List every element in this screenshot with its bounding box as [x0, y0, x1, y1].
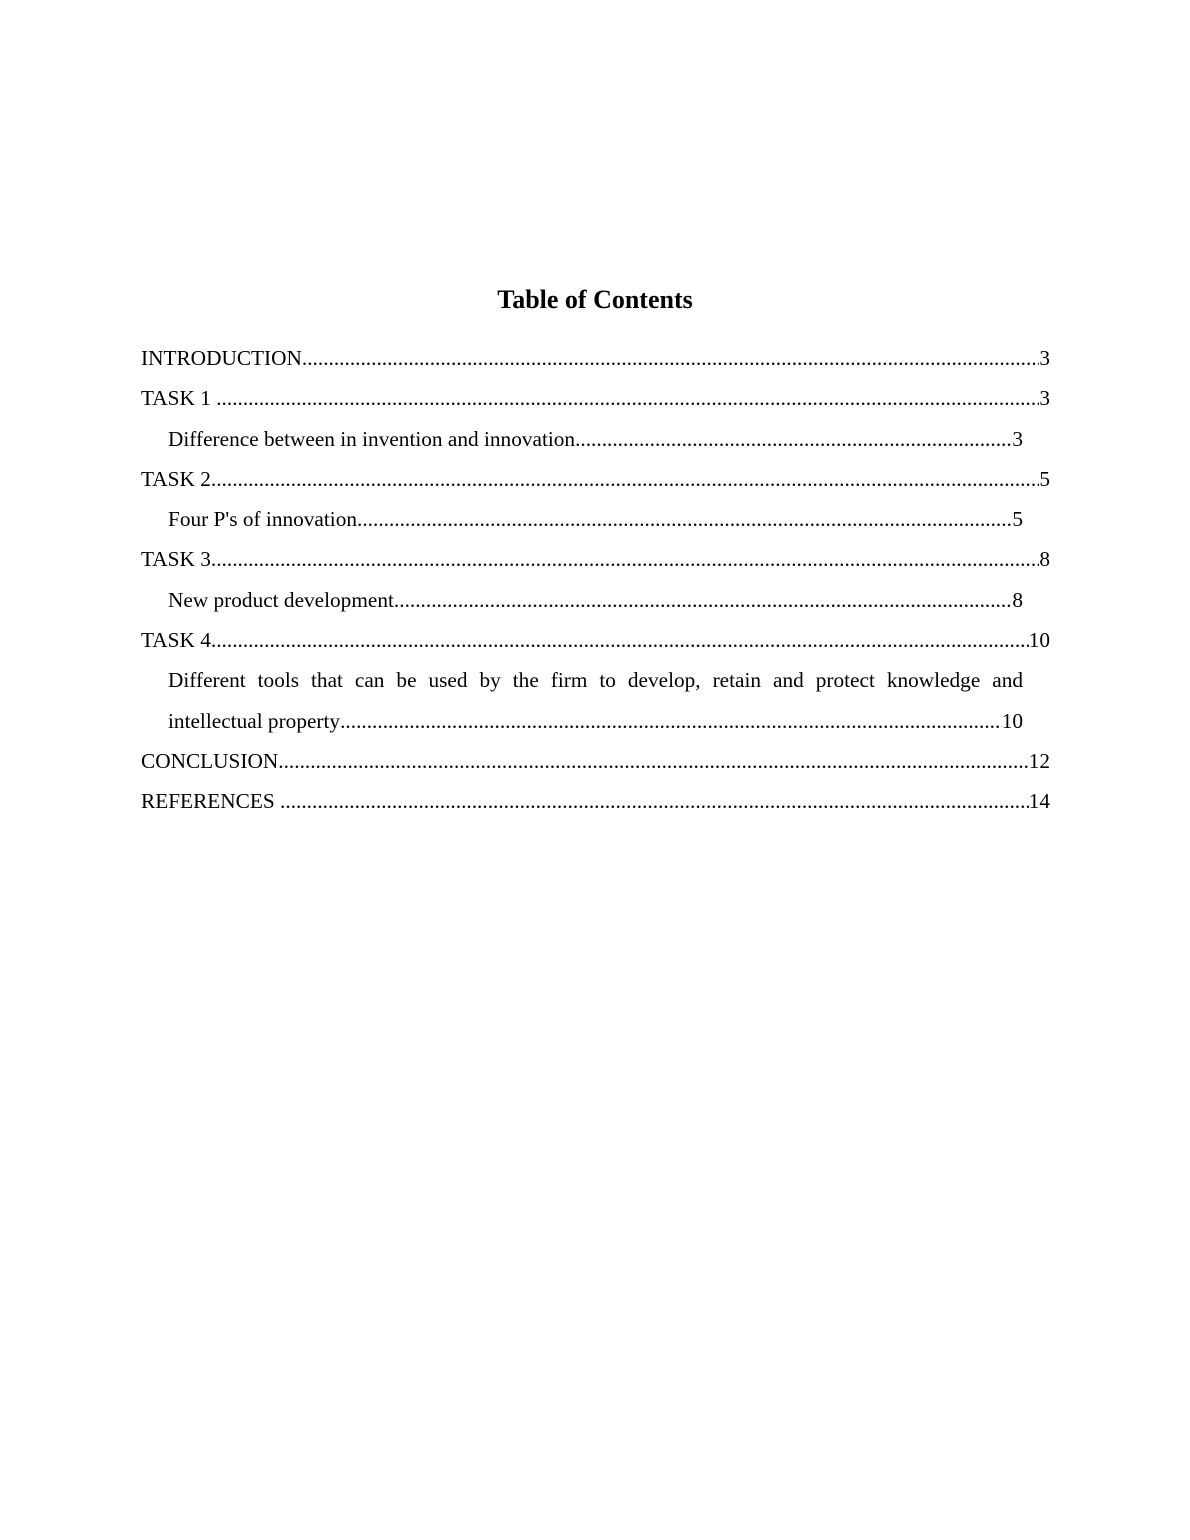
toc-entry-difference-invention-innovation[interactable]: [141, 419, 1050, 459]
toc-leader-dots: [394, 580, 1012, 620]
toc-entry-label: Difference between in invention and innovation: [168, 426, 576, 451]
toc-page-number: 10: [1001, 708, 1023, 733]
toc-page-number: 12: [1028, 748, 1050, 773]
toc-entry-label: New product development: [168, 587, 394, 612]
toc-leader-dots: [211, 459, 1039, 499]
toc-entry-label: TASK 3: [141, 547, 211, 572]
toc-entry-label-line-1: Different tools that can be used by the firm to develop, retain and protect knowledge and: [168, 668, 1023, 693]
toc-page-number: 3: [1039, 346, 1050, 370]
toc-page-number: 3: [1012, 426, 1023, 451]
toc-entry-task-3[interactable]: [141, 539, 1050, 579]
toc-leader-dots: [340, 701, 1002, 741]
toc-page-number: 5: [1039, 466, 1050, 491]
toc-entry-introduction[interactable]: [141, 338, 1050, 378]
toc-entry-label: REFERENCES: [141, 789, 281, 814]
toc-page-number: 5: [1012, 507, 1023, 532]
toc-entry-label: TASK 1: [141, 386, 217, 411]
toc-page-number: 10: [1028, 628, 1050, 653]
toc-entry-label: INTRODUCTION: [141, 346, 302, 370]
toc-entry-task-4[interactable]: [141, 620, 1050, 660]
toc-leader-dots: [302, 338, 1039, 378]
toc-leader-dots: [575, 419, 1012, 459]
toc-leader-dots: [278, 741, 1028, 781]
toc-entry-different-tools[interactable]: [141, 660, 1050, 741]
toc-page-number: 3: [1039, 386, 1050, 411]
toc-page-number: 8: [1039, 547, 1050, 572]
toc-entry-conclusion[interactable]: [141, 741, 1050, 781]
toc-entry-task-1[interactable]: [141, 378, 1050, 418]
toc-entry-label: TASK 4: [141, 628, 211, 653]
toc-leader-dots: [357, 499, 1012, 539]
toc-leader-dots: [216, 378, 1039, 418]
toc-leader-dots: [211, 539, 1039, 579]
toc-entry-task-2[interactable]: [141, 459, 1050, 499]
toc-list: [141, 338, 1050, 822]
toc-page-number: 8: [1012, 587, 1023, 612]
toc-leader-dots: [211, 620, 1029, 660]
toc-entry-new-product-development[interactable]: [141, 580, 1050, 620]
toc-title: Table of Contents: [497, 285, 693, 314]
toc-entry-label-line-2: intellectual property: [168, 708, 341, 733]
toc-entry-references[interactable]: [141, 781, 1050, 821]
toc-entry-line-2: [168, 701, 1023, 741]
toc-page-number: 14: [1028, 789, 1050, 814]
toc-leader-dots: [280, 781, 1029, 821]
toc-entry-label: CONCLUSION: [141, 748, 279, 773]
toc-entry-label: TASK 2: [141, 466, 211, 491]
toc-entry-label: Four P's of innovation: [168, 507, 358, 532]
toc-entry-four-ps[interactable]: [141, 499, 1050, 539]
